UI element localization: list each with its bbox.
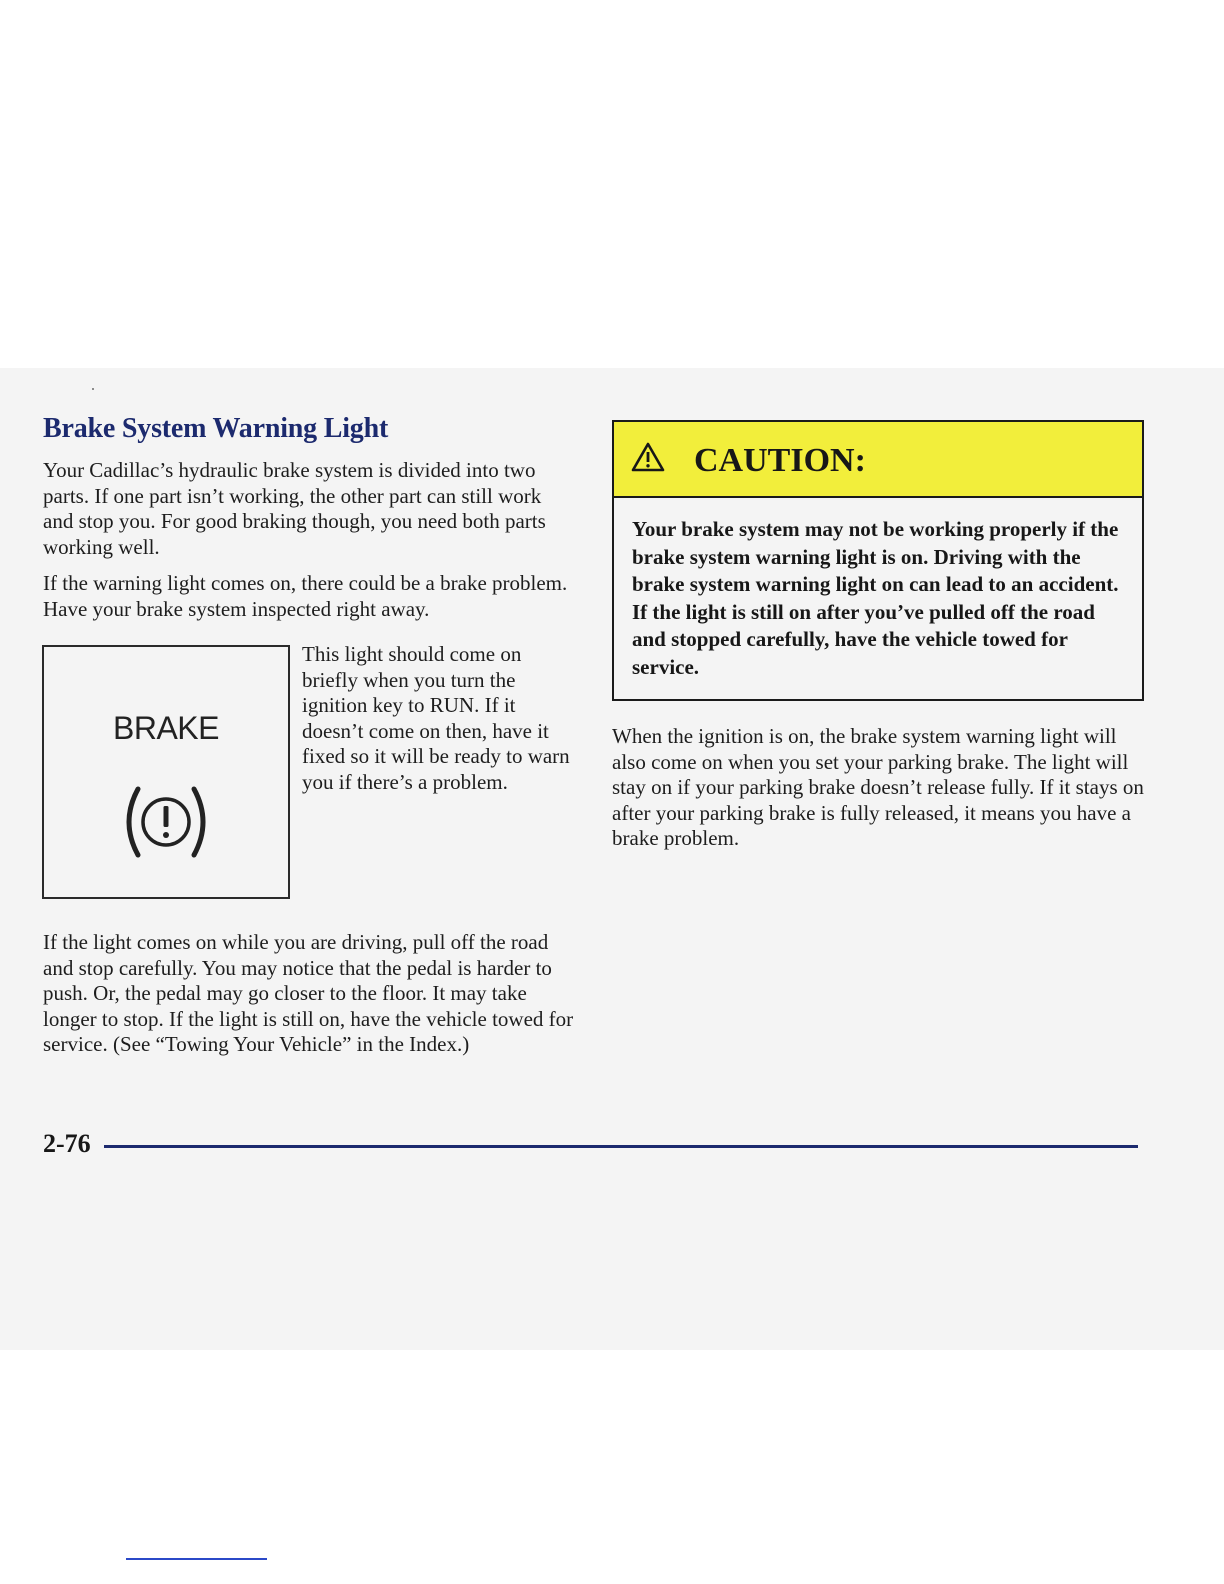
briefly-paragraph: This light should come on briefly when you turn the ignition key to RUN. If it doesn’t come on then, have it fixed so it will be ready to warn you if there’s a problem.	[302, 642, 570, 794]
caution-box	[612, 420, 1144, 701]
caution-header	[614, 422, 1142, 498]
page-title: Brake System Warning Light	[43, 413, 389, 444]
scan-speck	[92, 388, 94, 390]
driving-paragraph: If the light comes on while you are driving, pull off the road and stop carefully. You may notice that the pedal is harder to push. Or, the pedal may go closer to the floor. It may take longer to stop. If the light is still on, have the vehicle towed for service. (See “Towing Your Vehicle” in the Index.)	[43, 930, 574, 1056]
intro-paragraph: Your Cadillac’s hydraulic brake system is divided into two parts. If one part isn’t working, the other part can still work and stop you. For good braking though, you need both parts working well.	[43, 458, 546, 559]
warning-triangle-icon	[630, 441, 666, 473]
brake-indicator-illustration	[42, 645, 290, 899]
caution-text: Your brake system may not be working properly if the brake system warning light is on. Driving with the brake system warning light on can lead to an accident. If the light is still on after you’ve pulled off the road and stopped carefully, have the vehicle towed for service.	[632, 517, 1119, 679]
page-number: 2-76	[43, 1129, 91, 1158]
brake-indicator-label: BRAKE	[113, 710, 219, 746]
bottom-underline	[126, 1558, 267, 1560]
ignition-paragraph: When the ignition is on, the brake system warning light will also come on when you set your parking brake. The light will stay on if your parking brake doesn’t release fully. If it stays on after your parking brake is fully released, it means you have a brake problem.	[612, 724, 1144, 850]
footer-rule	[104, 1145, 1138, 1148]
warning-on-paragraph: If the warning light comes on, there could be a brake problem. Have your brake system inspected right away.	[43, 571, 568, 621]
caution-title: CAUTION:	[694, 442, 866, 479]
brake-warning-symbol-icon	[116, 781, 216, 863]
